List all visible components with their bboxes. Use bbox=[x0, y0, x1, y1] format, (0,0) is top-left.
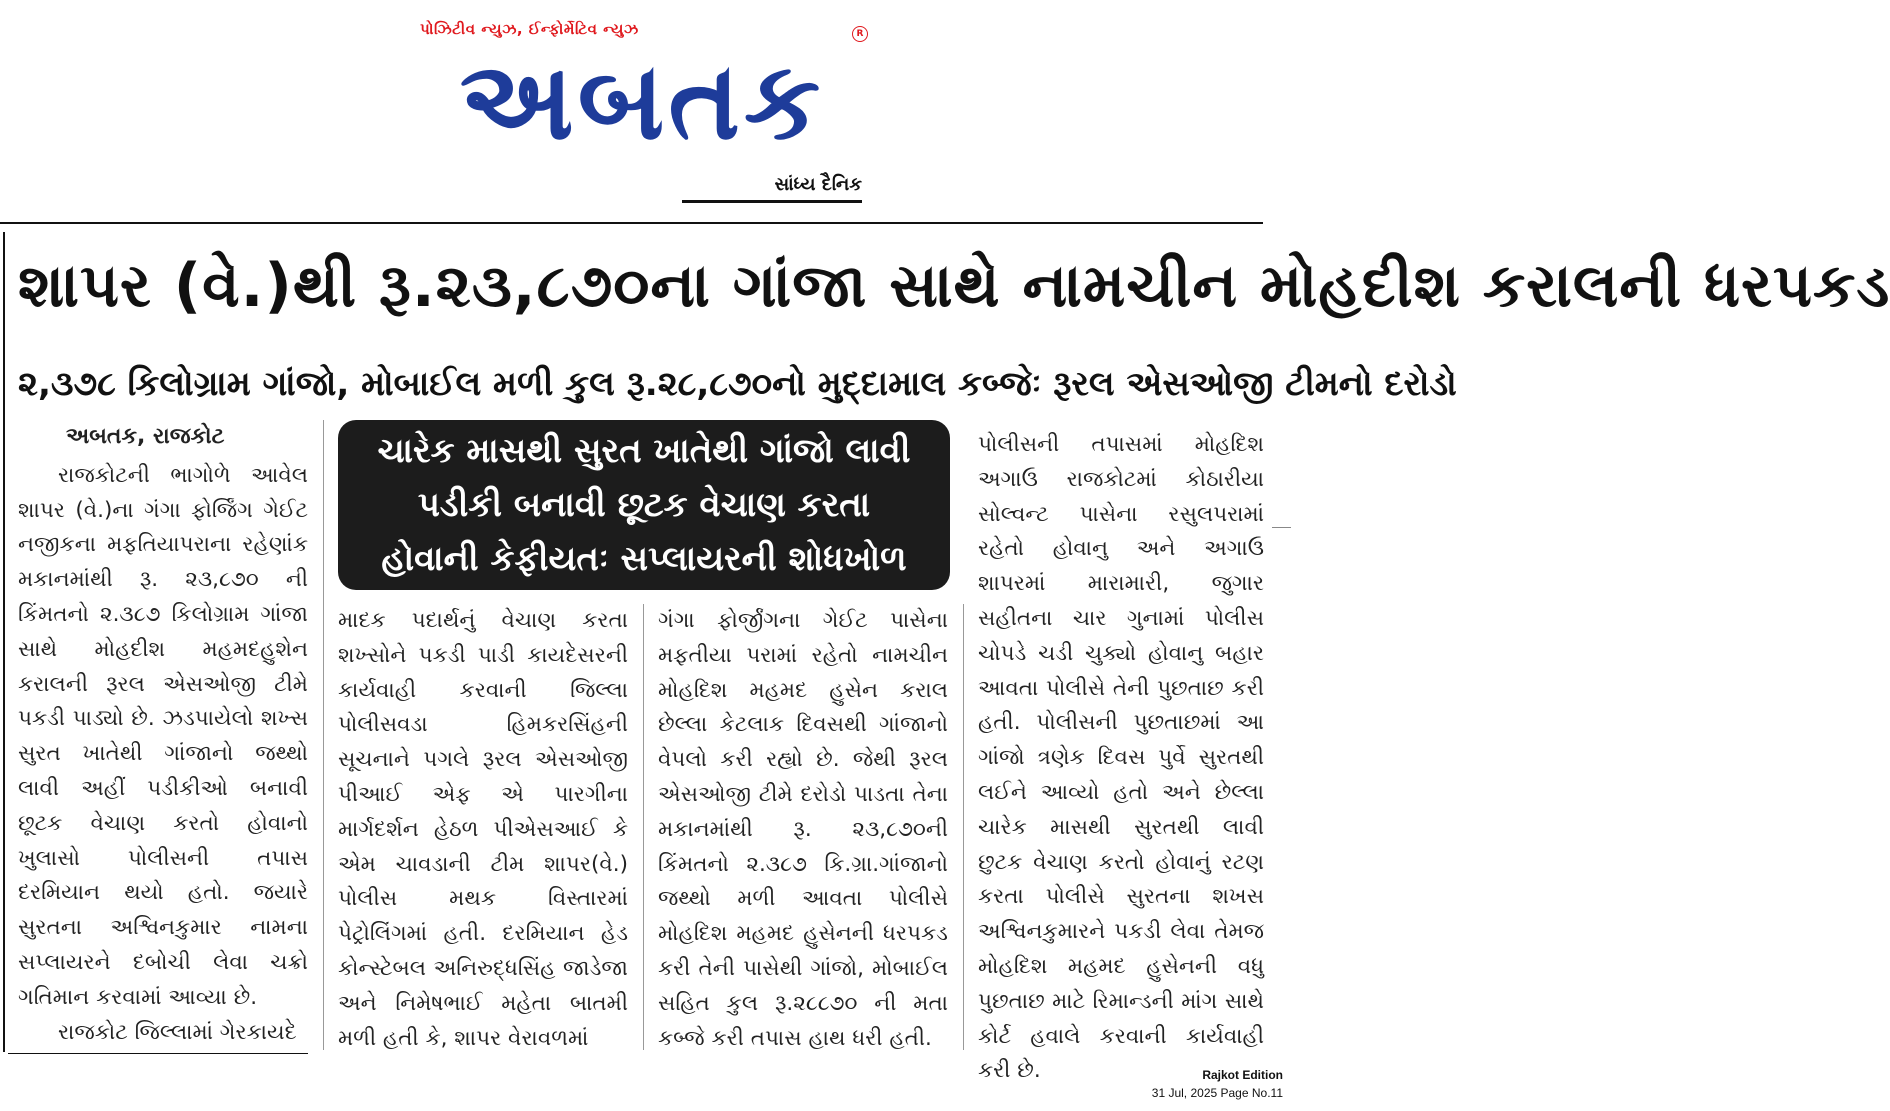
article-byline: અબતક, રાજકોટ bbox=[66, 424, 225, 449]
article-paragraph: રાજકોટની ભાગોળે આવેલ શાપર (વે.)ના ગંગા ફોર્જિંગ ગેઈટ નજીકના મફતિયાપરાના રહેણાંક મકાનમાંથી રૂ. ૨૩,૮૭૦ ની કિંમતનો ૨.૩૮૭ કિલોગ્રામ ગાંજા સાથે મોહદીશ મહમદહુશેન કરાલની રૂરલ એસઓજી ટીમે પકડી પાડ્યો છે. ઝડપાયેલો શખ્સ સુરત ખાતેથી ગાંજાનો જથ્થો લાવી અહીં પડીકીઓ બનાવી છૂટક વેચાણ કરતો હોવાનો ખુલાસો પોલીસની તપાસ દરમિયાન થયો હતો. જયારે સુરતના અશ્વિનકુમાર નામના સપ્લાયરને દબોચી લેવા ચક્રો ગતિમાન કરવામાં આવ્યા છે. bbox=[18, 462, 308, 1010]
newspaper-logo: અબતક bbox=[459, 39, 825, 164]
column-divider bbox=[643, 604, 644, 1050]
article-column-2 bbox=[338, 604, 628, 1056]
article-paragraph: રાજકોટ જિલ્લામાં ગેરકાયદે bbox=[58, 1019, 297, 1045]
column-divider bbox=[323, 420, 324, 1050]
article-column-3 bbox=[658, 604, 948, 1056]
article-paragraph: માદક પદાર્થનું વેચાણ કરતા શખ્સોને પકડી પાડી કાયદેસરની કાર્યવાહી કરવાની જિલ્લા પોલીસવડા હિમકરસિંહની સૂચનાને પગલે રૂરલ એસઓજી પીઆઈ એફ એ પારગીના માર્ગદર્શન હેઠળ પીએસઆઈ કે એમ ચાવડાની ટીમ શાપર(વે.) પોલીસ મથક વિસ્તારમાં પેટ્રોલિંગમાં હતી. દરમિયાન હેડ કોન્સ્ટેબલ અનિરુદ્ધસિંહ જાડેજા અને નિમેષભાઈ મહેતા બાતમી મળી હતી કે, શાપર વેરાવળમાં bbox=[338, 608, 628, 1051]
callout-line: હોવાની કેફીયતઃ સપ્લાયરની શોધખોળ bbox=[381, 539, 907, 579]
column-divider bbox=[963, 604, 964, 1050]
edition-name: Rajkot Edition bbox=[1202, 1068, 1283, 1082]
registered-trademark-icon: R bbox=[852, 26, 868, 42]
article-top-divider bbox=[0, 222, 1263, 224]
masthead bbox=[420, 14, 870, 214]
article-column-1 bbox=[18, 420, 308, 1050]
page-edge-mark bbox=[1272, 527, 1291, 528]
masthead-subtitle: સાંધ્ય દૈનિક bbox=[774, 174, 862, 195]
article-callout-box bbox=[338, 420, 950, 590]
callout-line: પડીકી બનાવી છૂટક વેચાણ કરતા bbox=[417, 485, 871, 525]
article-column-4 bbox=[978, 428, 1264, 1089]
article-bottom-divider bbox=[8, 1053, 308, 1054]
article-subheadline: ૨,૩૭૮ કિલોગ્રામ ગાંજો, મોબાઈલ મળી કુલ રૂ.૨૮,૮૭૦નો મુદ્દામાલ કબ્જેઃ રૂરલ એસઓજી ટીમનો દરોડો bbox=[18, 364, 1457, 404]
masthead-tagline: પોઝિટીવ ન્યુઝ, ઈન્ફોર્મેટિવ ન્યુઝ bbox=[420, 20, 639, 38]
article-left-border bbox=[3, 232, 5, 1052]
article-headline: શાપર (વે.)થી રૂ.૨૩,૮૭૦ના ગાંજા સાથે નામચીન મોહદીશ કરાલની ધરપકડ bbox=[18, 251, 1890, 321]
edition-date-page: 31 Jul, 2025 Page No.11 bbox=[1151, 1086, 1283, 1100]
masthead-underline bbox=[682, 200, 862, 203]
callout-line: ચારેક માસથી સુરત ખાતેથી ગાંજો લાવી bbox=[377, 431, 911, 471]
article-paragraph: પોલીસની તપાસમાં મોહદિશ અગાઉ રાજકોટમાં કોઠારીયા સોલ્વન્ટ પાસેના રસુલપરામાં રહેતો હોવાનુ અને અગાઉ શાપરમાં મારામારી, જુગાર સહીતના ચાર ગુનામાં પોલીસ ચોપડે ચડી ચુક્યો હોવાનુ બહાર આવતા પોલીસે તેની પુછતાછ કરી હતી. પોલીસની પુછતાછમાં આ ગાંજો ત્રણેક દિવસ પુર્વે સુરતથી લઈને આવ્યો હતો અને છેલ્લા ચારેક માસથી સુરતથી લાવી છુટક વેચાણ કરતો હોવાનું રટણ કરતા પોલીસે સુરતના શખસ અશ્વિનકુમારને પકડી લેવા તેમજ મોહદિશ મહમદ હુસેનની વધુ પુછતાછ માટે રિમાન્ડની માંગ સાથે કોર્ટ હવાલે કરવાની કાર્યવાહી કરી છે. bbox=[978, 432, 1264, 1084]
edition-info bbox=[1152, 1066, 1283, 1102]
article-paragraph: ગંગા ફોર્જીંગના ગેઈટ પાસેના મફતીયા પરામાં રહેતો નામચીન મોહદિશ મહમદ હુસેન કરાલ છેલ્લા કેટલાક દિવસથી ગાંજાનો વેપલો કરી રહ્યો છે. જેથી રૂરલ એસઓજી ટીમે દરોડો પાડતા તેના મકાનમાંથી રૂ. ૨૩,૮૭૦ની કિંમતનો ૨.૩૮૭ કિ.ગ્રા.ગાંજાનો જથ્થો મળી આવતા પોલીસે મોહદિશ મહમદ હુસેનની ધરપકડ કરી તેની પાસેથી ગાંજો, મોબાઈલ સહિત કુલ રૂ.૨૮૮૭૦ ની મતા કબ્જે કરી તપાસ હાથ ધરી હતી. bbox=[658, 608, 948, 1051]
